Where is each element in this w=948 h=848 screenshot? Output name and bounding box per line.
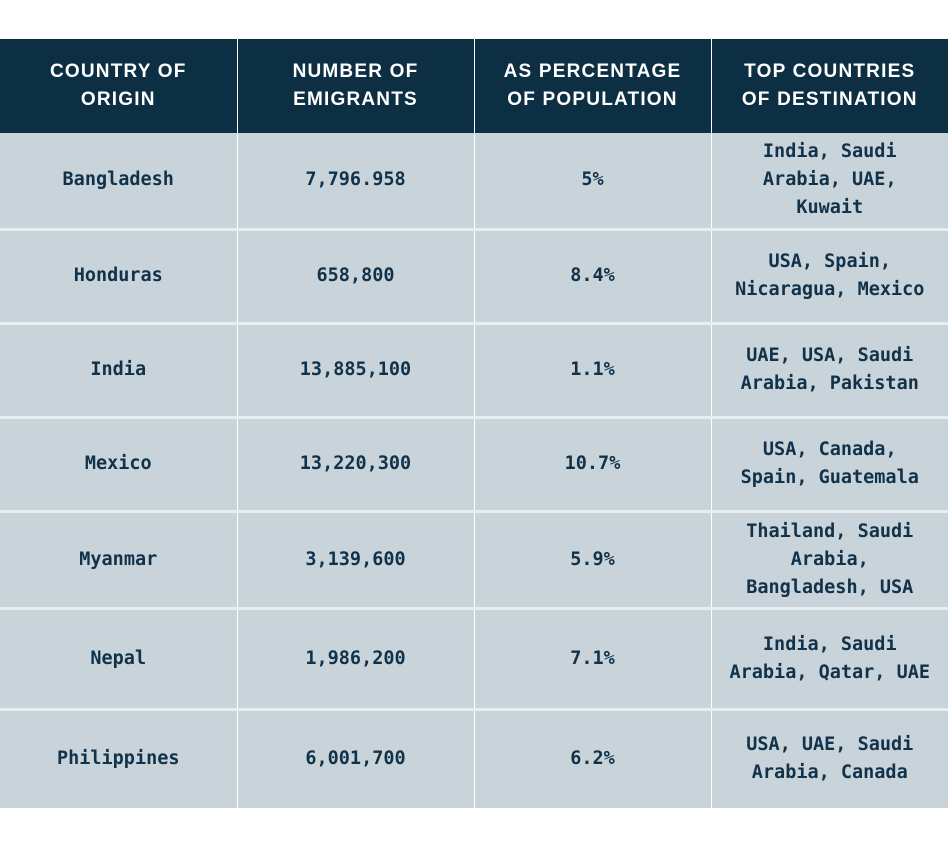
cell-country: Mexico xyxy=(0,417,237,511)
cell-emigrants: 658,800 xyxy=(237,229,474,323)
cell-percent: 7.1% xyxy=(474,608,711,709)
cell-destinations: USA, Canada, Spain, Guatemala xyxy=(711,417,948,511)
table-row xyxy=(0,323,948,417)
cell-destinations: USA, Spain, Nicaragua, Mexico xyxy=(711,229,948,323)
cell-emigrants: 3,139,600 xyxy=(237,511,474,608)
header-line: OF DESTINATION xyxy=(741,89,918,110)
header-country-of-origin xyxy=(0,39,237,133)
cell-percent: 6.2% xyxy=(474,709,711,808)
emigration-table xyxy=(0,39,948,808)
cell-percent: 1.1% xyxy=(474,323,711,417)
cell-destinations: India, Saudi Arabia, UAE, Kuwait xyxy=(711,133,948,229)
cell-country: India xyxy=(0,323,237,417)
cell-destinations: UAE, USA, Saudi Arabia, Pakistan xyxy=(711,323,948,417)
table-row xyxy=(0,229,948,323)
table-row xyxy=(0,417,948,511)
cell-country: Myanmar xyxy=(0,511,237,608)
header-line: NUMBER OF xyxy=(292,61,419,82)
cell-destinations: USA, UAE, Saudi Arabia, Canada xyxy=(711,709,948,808)
cell-emigrants: 7,796.958 xyxy=(237,133,474,229)
header-line: EMIGRANTS xyxy=(293,89,418,110)
cell-country: Philippines xyxy=(0,709,237,808)
cell-emigrants: 13,220,300 xyxy=(237,417,474,511)
cell-emigrants: 13,885,100 xyxy=(237,323,474,417)
header-row xyxy=(0,39,948,133)
table-row xyxy=(0,709,948,808)
table-row xyxy=(0,133,948,229)
header-percentage-of-population xyxy=(474,39,711,133)
header-line: COUNTRY OF xyxy=(49,61,187,82)
cell-emigrants: 6,001,700 xyxy=(237,709,474,808)
header-number-of-emigrants xyxy=(237,39,474,133)
header-line: TOP COUNTRIES xyxy=(744,61,916,82)
header-line: ORIGIN xyxy=(80,89,156,110)
cell-country: Honduras xyxy=(0,229,237,323)
cell-country: Nepal xyxy=(0,608,237,709)
header-line: OF POPULATION xyxy=(507,89,678,110)
cell-destinations: Thailand, Saudi Arabia, Bangladesh, USA xyxy=(711,511,948,608)
table-row xyxy=(0,511,948,608)
header-top-destinations xyxy=(711,39,948,133)
cell-percent: 5% xyxy=(474,133,711,229)
table-row xyxy=(0,608,948,709)
cell-emigrants: 1,986,200 xyxy=(237,608,474,709)
cell-percent: 10.7% xyxy=(474,417,711,511)
header-line: AS PERCENTAGE xyxy=(503,61,682,82)
cell-percent: 8.4% xyxy=(474,229,711,323)
cell-percent: 5.9% xyxy=(474,511,711,608)
cell-destinations: India, Saudi Arabia, Qatar, UAE xyxy=(711,608,948,709)
cell-country: Bangladesh xyxy=(0,133,237,229)
